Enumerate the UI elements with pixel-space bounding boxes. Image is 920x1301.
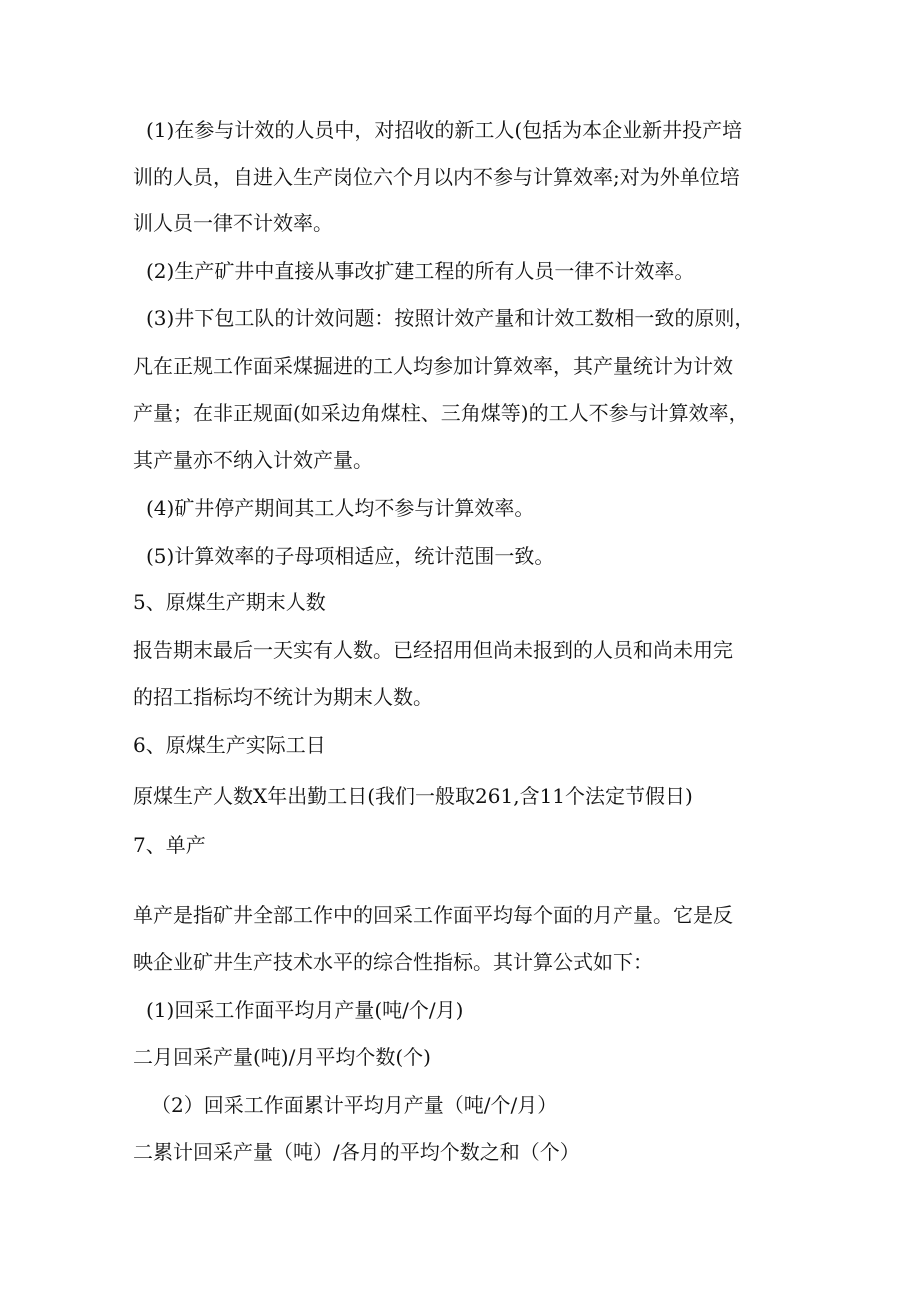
- paragraph-line: 凡在正规工作面采煤掘进的工人均参加计算效率，其产量统计为计效: [133, 354, 733, 378]
- paragraph-line: 训的人员，自进入生产岗位六个月以内不参与计算效率;对为外单位培: [133, 165, 740, 189]
- section-heading: 6、原煤生产实际工日: [133, 733, 326, 757]
- section-heading: 7、单产: [133, 833, 206, 857]
- formula-heading: （2）回采工作面累计平均月产量（吨/个/月）: [151, 1093, 558, 1117]
- formula-line: 二累计回采产量（吨）/各月的平均个数之和（个）: [133, 1140, 580, 1164]
- paragraph-line: (4)矿井停产期间其工人均不参与计算效率。: [146, 496, 535, 520]
- paragraph-line: 训人员一律不计效率。: [133, 211, 333, 235]
- paragraph-line: 其产量亦不纳入计效产量。: [133, 448, 373, 472]
- paragraph-line: (1)在参与计效的人员中，对招收的新工人(包括为本企业新井投产培: [146, 118, 743, 142]
- paragraph-line: 的招工指标均不统计为期末人数。: [133, 685, 433, 709]
- paragraph-line: 报告期末最后一天实有人数。已经招用但尚未报到的人员和尚未用完: [133, 638, 733, 662]
- section-heading: 5、原煤生产期末人数: [133, 590, 326, 614]
- paragraph-line: (3)井下包工队的计效问题：按照计效产量和计效工数相一致的原则，: [146, 306, 755, 330]
- paragraph-line: 映企业矿井生产技术水平的综合性指标。其计算公式如下：: [133, 950, 653, 974]
- paragraph-line: 产量；在非正规面(如采边角煤柱、三角煤等)的工人不参与计算效率，: [133, 401, 749, 425]
- paragraph-line: 单产是指矿井全部工作中的回采工作面平均每个面的月产量。它是反: [133, 903, 733, 927]
- formula-heading: (1)回采工作面平均月产量(吨/个/月): [146, 998, 464, 1022]
- formula-line: 二月回采产量(吨)/月平均个数(个): [133, 1045, 431, 1069]
- paragraph-line: 原煤生产人数X年出勤工日(我们一般取261,含11个法定节假日): [133, 784, 693, 808]
- paragraph-line: (2)生产矿井中直接从事改扩建工程的所有人员一律不计效率。: [146, 259, 695, 283]
- paragraph-line: (5)计算效率的子母项相适应，统计范围一致。: [146, 544, 555, 568]
